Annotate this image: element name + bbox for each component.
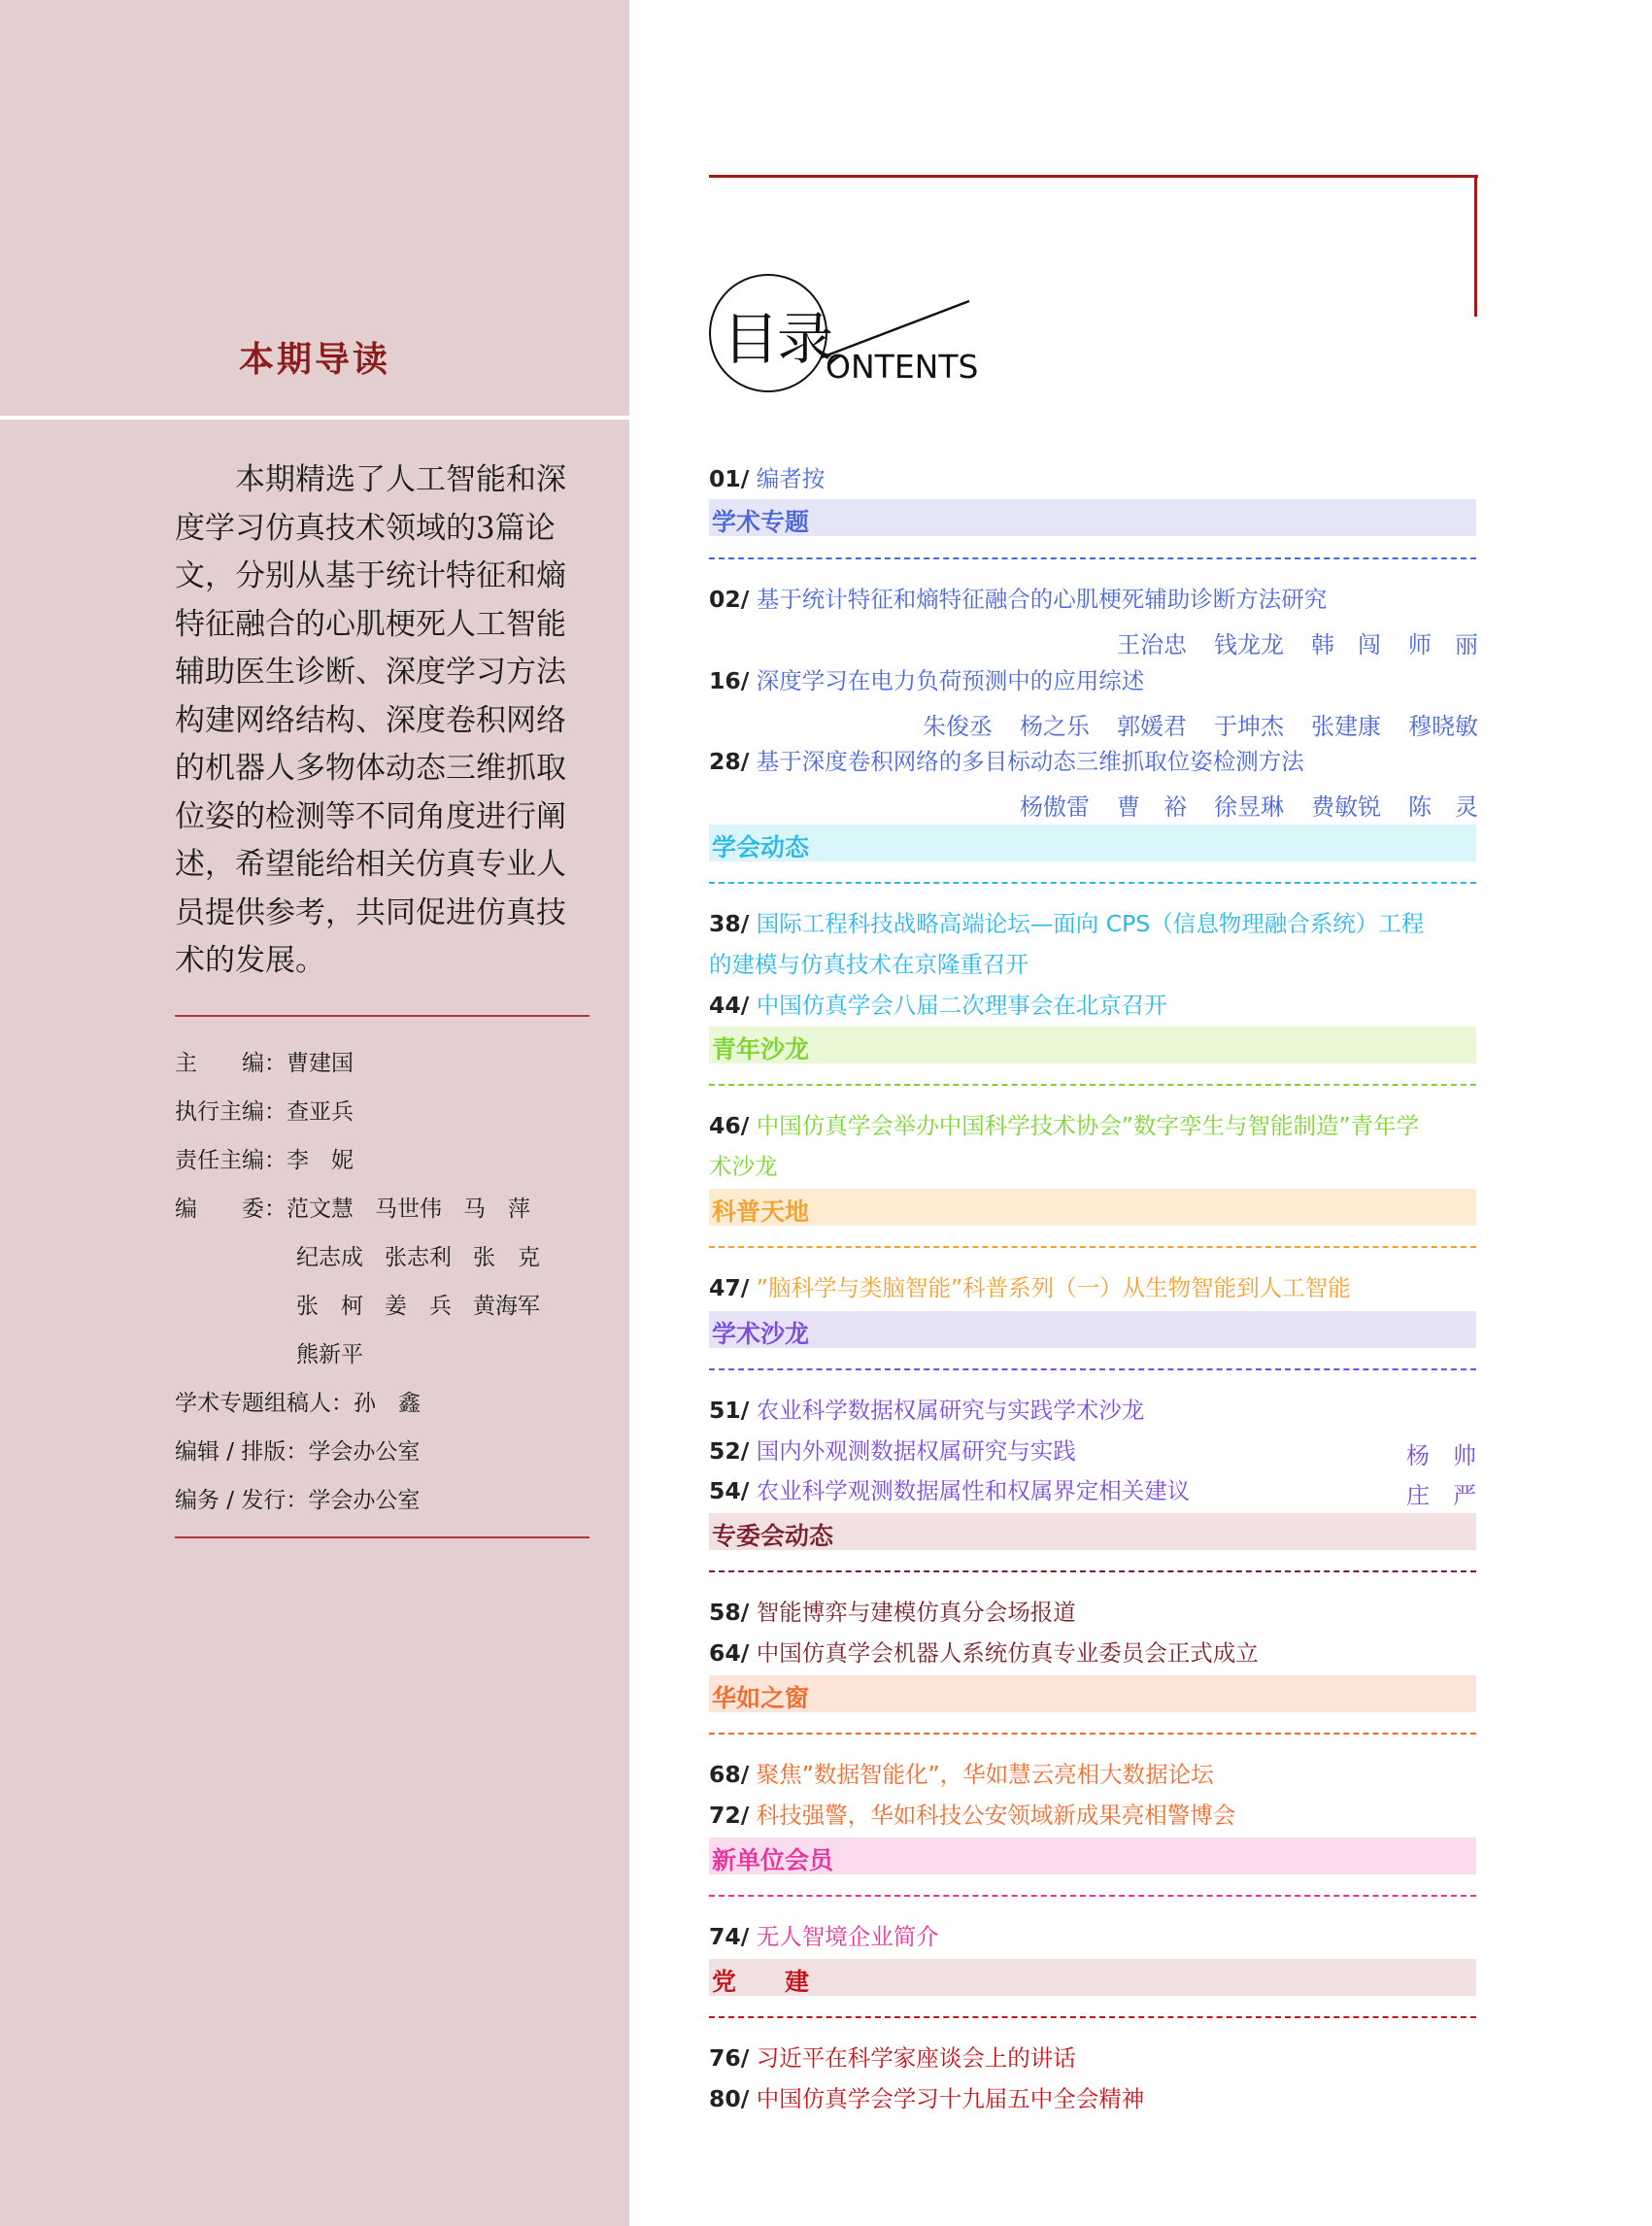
section-party-building	[709, 1959, 1476, 1996]
board-member: 纪志成	[296, 1245, 363, 1270]
intro-line: 员提供参考，共同促进仿真技	[175, 894, 566, 930]
staff-value: 李 妮	[287, 1148, 354, 1173]
staff-label: 编务 / 发行：	[175, 1488, 309, 1513]
intro-line: 术的发展。	[175, 943, 325, 978]
intro-line: 本期精选了人工智能和深	[235, 462, 566, 497]
board-member: 范文慧	[287, 1197, 354, 1222]
toc-entry[interactable]	[709, 660, 1478, 701]
toc-entry[interactable]	[709, 1633, 1478, 1673]
intro-line: 位姿的检测等不同角度进行阐	[175, 798, 566, 834]
toc-title: 习近平在科学家座谈会上的讲话	[756, 2044, 1076, 2072]
section-academic	[709, 499, 1476, 536]
section-label: 学会动态	[712, 833, 810, 861]
toc-entry[interactable]	[709, 1431, 1478, 1471]
staff-exec	[175, 1094, 602, 1126]
section-label: 华如之窗	[712, 1684, 810, 1712]
toc-page-num: 72/	[709, 1802, 750, 1829]
toc-title: 国际工程科技战略高端论坛—面向 CPS（信息物理融合系统）工程	[756, 910, 1425, 937]
section-popular-science	[709, 1189, 1476, 1226]
dashed-divider	[709, 2016, 1476, 2018]
author: 费敏锐	[1311, 793, 1381, 821]
staff-top-rule	[175, 1015, 590, 1017]
dashed-divider	[709, 1246, 1476, 1248]
toc-title: ”脑科学与类脑智能”科普系列（一）从生物智能到人工智能	[756, 1274, 1351, 1301]
toc-page-num: 38/	[709, 910, 750, 937]
sidebar-title: 本期导读	[238, 339, 390, 380]
dashed-divider	[709, 1368, 1476, 1370]
toc-page-num: 01/	[709, 465, 750, 492]
section-huaru-window	[709, 1675, 1476, 1712]
toc-entry-cont[interactable]	[709, 1146, 1478, 1187]
toc-title: 编者按	[756, 465, 826, 492]
toc-entry[interactable]	[709, 1105, 1478, 1146]
section-committee-news	[709, 1513, 1476, 1550]
toc-title: 聚焦”数据智能化”，华如慧云亮相大数据论坛	[756, 1761, 1214, 1788]
staff-value: 孙 鑫	[354, 1391, 421, 1416]
staff-chief	[175, 1045, 602, 1077]
toc-title: 中国仿真学会举办中国科学技术协会”数字孪生与智能制造”青年学	[756, 1112, 1420, 1139]
intro-line: 的机器人多物体动态三维抓取	[175, 751, 566, 786]
board-member: 马 萍	[463, 1197, 530, 1222]
author: 陈 灵	[1408, 793, 1478, 821]
toc-entry[interactable]	[709, 1795, 1478, 1836]
staff-label: 编辑 / 排版：	[175, 1439, 309, 1465]
toc-entry[interactable]	[709, 1267, 1478, 1308]
staff-label: 学术专题组稿人：	[175, 1391, 354, 1416]
toc-entry[interactable]	[709, 1916, 1478, 1957]
toc-title: 农业科学观测数据属性和权属界定相关建议	[756, 1477, 1191, 1504]
toc-title: 深度学习在电力负荷预测中的应用综述	[756, 667, 1145, 694]
intro-line: 述，希望能给相关仿真专业人	[175, 847, 566, 882]
toc-author: 杨 帅	[1406, 1442, 1476, 1469]
contents-logo	[709, 272, 991, 408]
board-member: 姜 兵	[385, 1294, 452, 1319]
toc-entry-cont[interactable]	[709, 944, 1478, 985]
toc-authors	[709, 707, 1478, 741]
section-label: 党 建	[712, 1968, 810, 1996]
author: 于坤杰	[1214, 713, 1284, 740]
staff-value: 查亚兵	[287, 1099, 354, 1125]
toc-page-num: 28/	[709, 748, 750, 775]
author: 杨傲雷	[1020, 793, 1090, 821]
section-label: 科普天地	[712, 1197, 810, 1226]
toc-page-num: 58/	[709, 1599, 750, 1626]
toc-entry[interactable]	[709, 1470, 1478, 1511]
sidebar-divider	[0, 416, 629, 420]
staff-label: 执行主编：	[175, 1099, 287, 1125]
author: 徐昱琳	[1214, 793, 1284, 821]
staff-layout	[175, 1433, 602, 1466]
frame-right-line	[1474, 175, 1477, 317]
toc-entry[interactable]	[709, 903, 1478, 944]
toc-page-num: 80/	[709, 2085, 750, 2112]
intro-line: 特征融合的心肌梗死人工智能	[175, 606, 566, 642]
toc-page-num: 68/	[709, 1761, 750, 1788]
board-member: 张 柯	[296, 1294, 363, 1319]
staff-service	[175, 1482, 602, 1514]
section-youth-salon	[709, 1027, 1476, 1063]
toc-title: 科技强警，华如科技公安领域新成果亮相警博会	[756, 1802, 1236, 1829]
staff-board-row	[296, 1288, 724, 1320]
author: 张建康	[1311, 713, 1381, 740]
frame-top-line	[709, 175, 1478, 178]
staff-organizer	[175, 1385, 602, 1417]
toc-title-cont: 术沙龙	[709, 1153, 778, 1180]
author: 韩 闯	[1311, 631, 1381, 658]
toc-page-num: 74/	[709, 1923, 750, 1950]
section-label: 学术专题	[712, 508, 810, 536]
toc-page-num: 76/	[709, 2044, 750, 2072]
staff-label: 责任主编：	[175, 1148, 287, 1173]
toc-page-num: 02/	[709, 586, 750, 613]
toc-entry[interactable]	[709, 1390, 1478, 1431]
toc-title: 基于深度卷积网络的多目标动态三维抓取位姿检测方法	[756, 748, 1304, 775]
staff-label: 主 编：	[175, 1051, 287, 1076]
logo-cn: 目录	[723, 306, 832, 372]
section-new-members	[709, 1838, 1476, 1874]
toc-page-num: 16/	[709, 667, 750, 694]
toc-title: 中国仿真学会八届二次理事会在北京召开	[756, 992, 1167, 1019]
staff-board-row	[296, 1239, 724, 1271]
toc-page-num: 51/	[709, 1397, 750, 1424]
toc-entry[interactable]	[709, 2038, 1478, 2078]
staff-value: 学会办公室	[308, 1439, 421, 1465]
staff-board-row	[296, 1336, 724, 1368]
toc-page-num: 52/	[709, 1437, 750, 1465]
intro-line: 度学习仿真技术领域的3篇论	[175, 510, 556, 546]
staff-resp	[175, 1142, 602, 1174]
toc-author: 庄 严	[1406, 1482, 1476, 1509]
toc-title: 中国仿真学会机器人系统仿真专业委员会正式成立	[756, 1639, 1259, 1667]
section-society-news	[709, 825, 1476, 861]
toc-title: 国内外观测数据权属研究与实践	[756, 1437, 1076, 1465]
toc-page-num: 46/	[709, 1112, 750, 1139]
dashed-divider	[709, 1733, 1476, 1735]
staff-label: 编 委：	[175, 1197, 287, 1222]
staff-bottom-rule	[175, 1536, 590, 1538]
author: 曹 裕	[1117, 793, 1187, 821]
dashed-divider	[709, 882, 1476, 884]
dashed-divider	[709, 557, 1476, 559]
toc-entry[interactable]	[709, 741, 1478, 782]
toc-entry[interactable]	[709, 1592, 1478, 1633]
board-member: 黄海军	[473, 1294, 540, 1319]
toc-entry[interactable]	[709, 985, 1478, 1026]
author: 杨之乐	[1020, 713, 1090, 740]
author: 朱俊丞	[923, 713, 993, 740]
toc-entry[interactable]	[709, 1754, 1478, 1795]
dashed-divider	[709, 1084, 1476, 1086]
dashed-divider	[709, 1570, 1476, 1572]
toc-title: 基于统计特征和熵特征融合的心肌梗死辅助诊断方法研究	[756, 586, 1328, 613]
intro-line: 辅助医生诊断、深度学习方法	[175, 655, 566, 690]
board-member: 张志利	[385, 1245, 452, 1270]
board-member: 熊新平	[296, 1342, 363, 1367]
toc-page-num: 47/	[709, 1274, 750, 1301]
author: 钱龙龙	[1214, 631, 1284, 658]
toc-entry[interactable]	[709, 458, 1478, 499]
toc-title-cont: 的建模与仿真技术在京隆重召开	[709, 951, 1028, 978]
section-label: 新单位会员	[712, 1846, 834, 1874]
toc-entry[interactable]	[709, 579, 1478, 620]
toc-title: 农业科学数据权属研究与实践学术沙龙	[756, 1397, 1145, 1424]
intro-line: 构建网络结构、深度卷积网络	[175, 702, 566, 738]
toc-title: 智能博弈与建模仿真分会场报道	[756, 1599, 1076, 1626]
toc-authors	[709, 788, 1478, 822]
toc-page-num: 64/	[709, 1639, 750, 1667]
intro-paragraph	[175, 456, 592, 986]
author: 穆晓敏	[1408, 713, 1478, 740]
toc-authors	[709, 625, 1478, 659]
section-academic-salon	[709, 1311, 1476, 1348]
board-member: 张 克	[473, 1245, 540, 1270]
logo-en: ONTENTS	[826, 348, 979, 386]
author: 师 丽	[1408, 631, 1478, 658]
section-label: 学术沙龙	[712, 1320, 810, 1348]
toc-title: 无人智境企业简介	[756, 1923, 939, 1950]
section-label: 青年沙龙	[712, 1035, 810, 1063]
toc-page-num: 44/	[709, 992, 750, 1019]
section-label: 专委会动态	[712, 1522, 834, 1550]
author: 郭媛君	[1117, 713, 1187, 740]
staff-value: 曹建国	[287, 1051, 354, 1076]
toc-entry[interactable]	[709, 2078, 1478, 2119]
author: 王治忠	[1117, 631, 1187, 658]
intro-line: 文，分别从基于统计特征和熵	[175, 558, 566, 593]
toc-page-num: 54/	[709, 1477, 750, 1504]
toc-title: 中国仿真学会学习十九届五中全会精神	[756, 2085, 1145, 2112]
staff-value: 学会办公室	[308, 1488, 421, 1513]
board-member: 马世伟	[375, 1197, 442, 1222]
dashed-divider	[709, 1895, 1476, 1897]
staff-board	[175, 1191, 602, 1223]
